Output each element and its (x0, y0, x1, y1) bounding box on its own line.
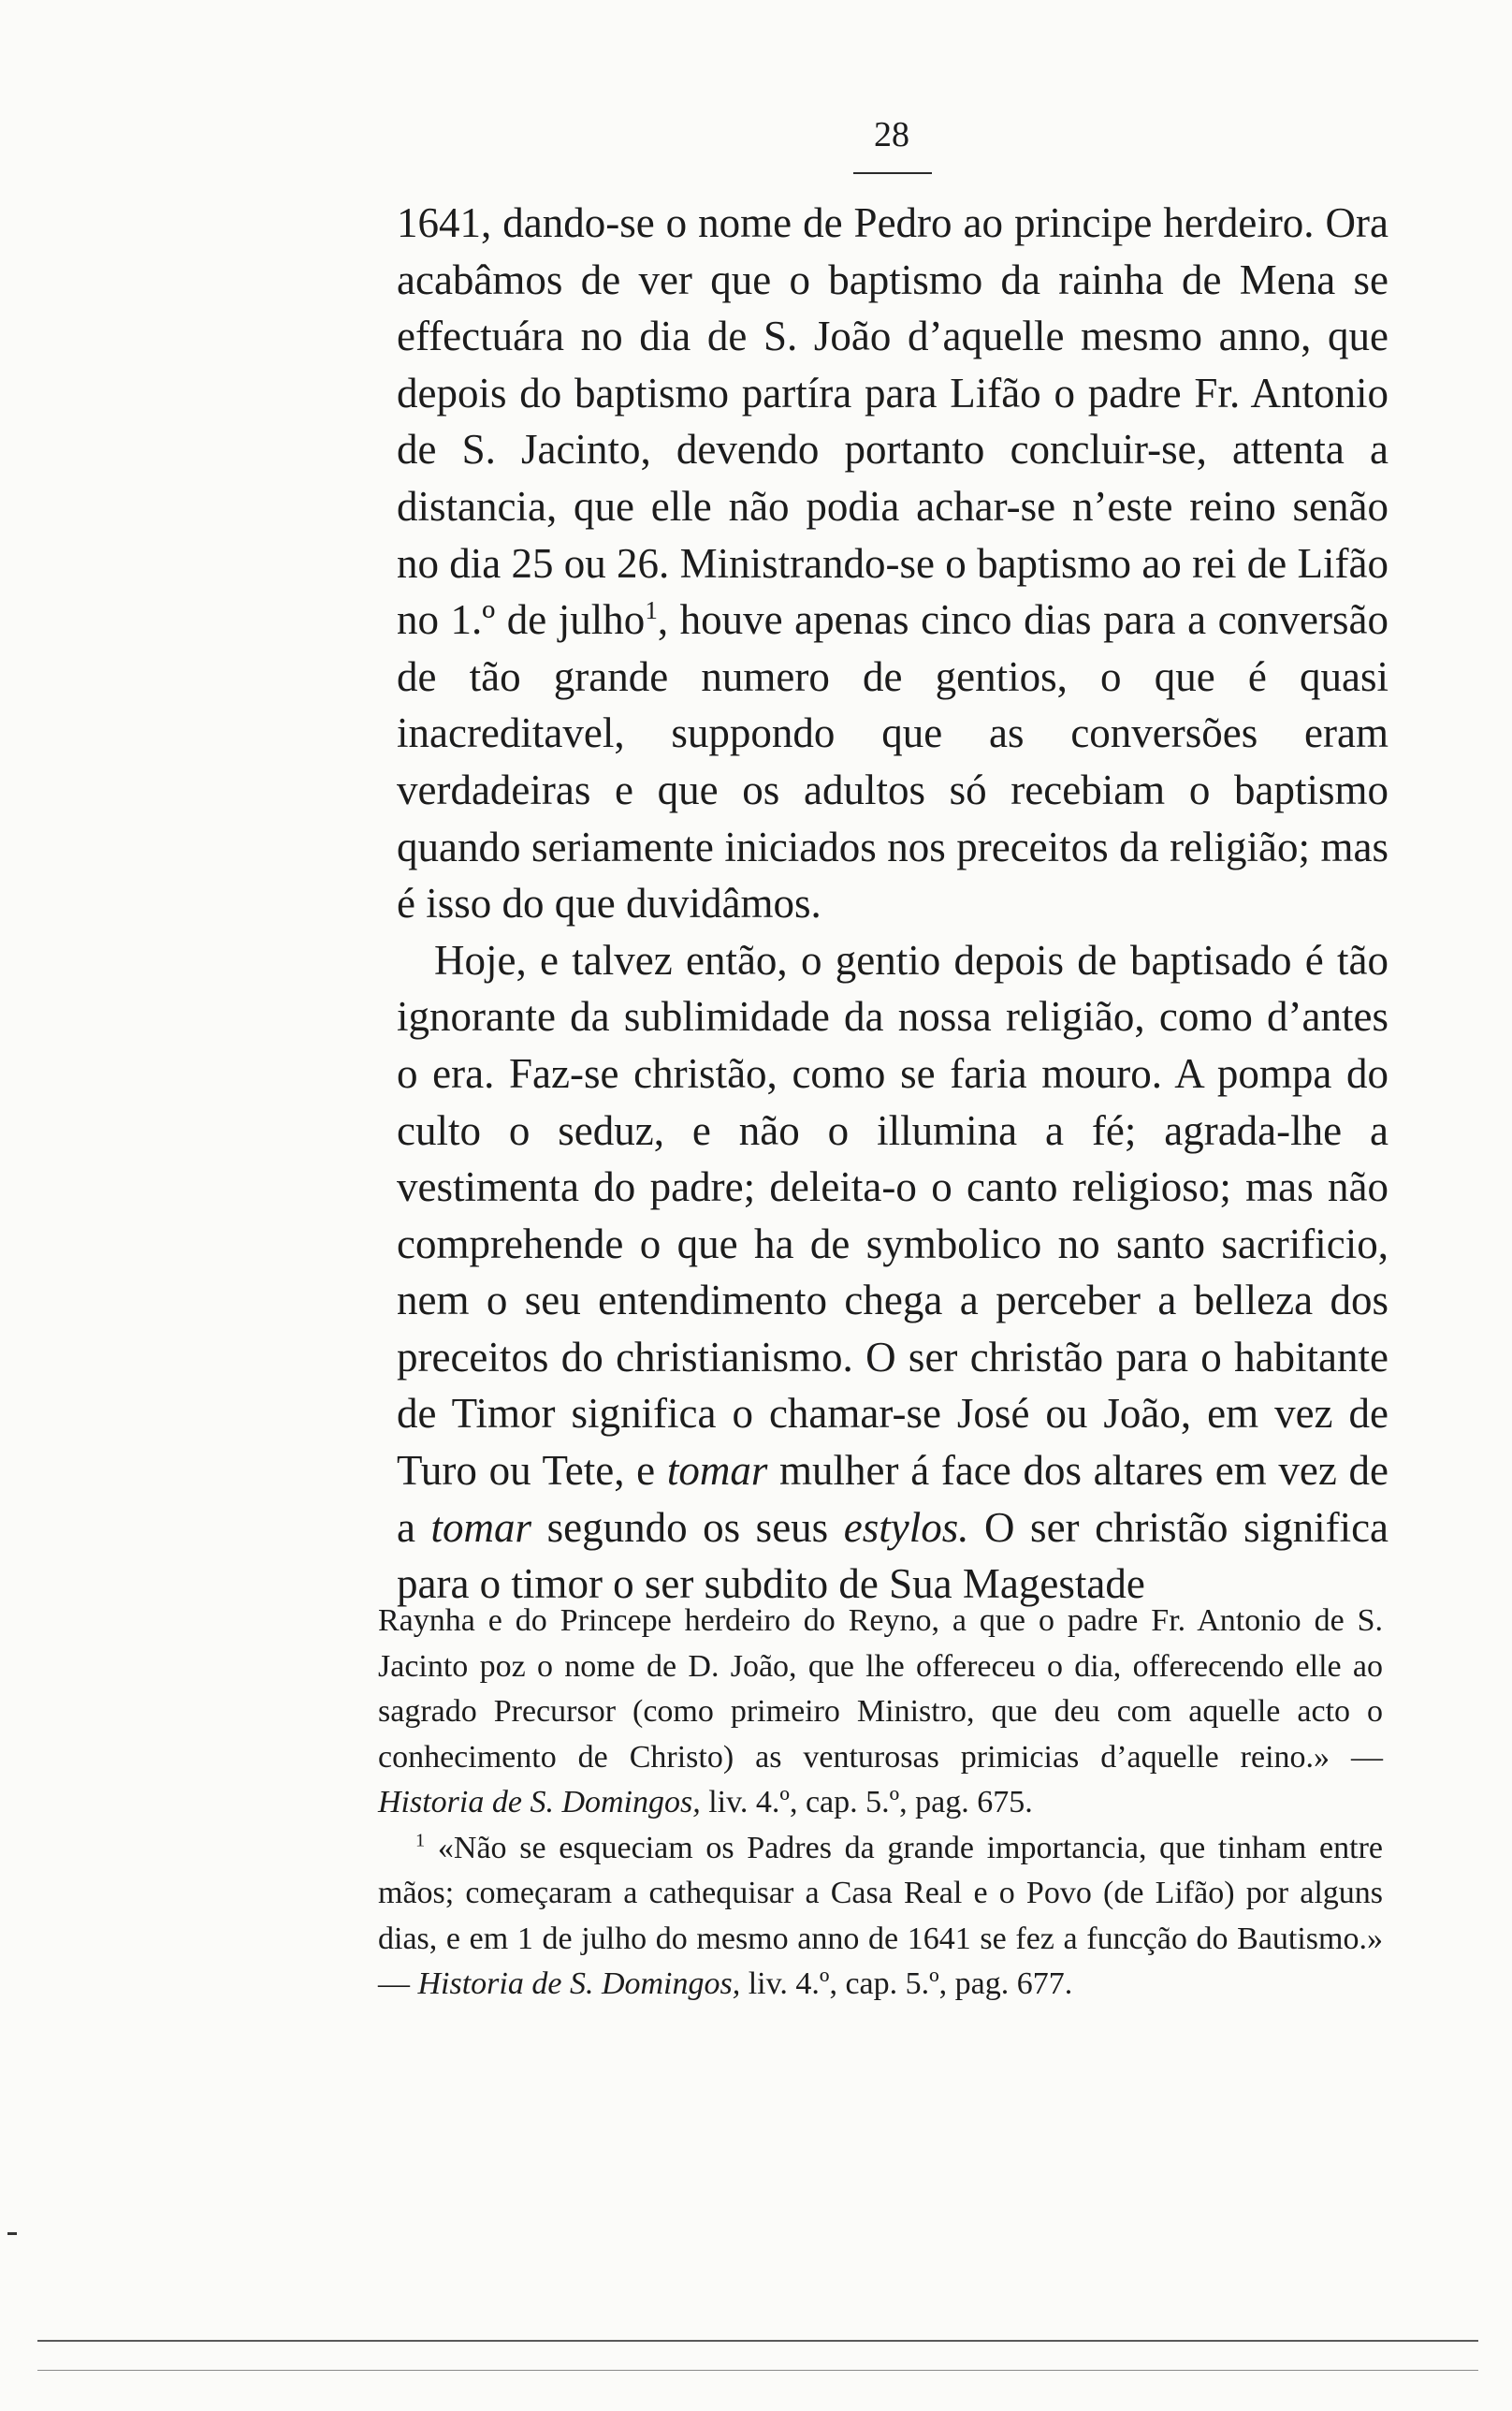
footnote-continued-source: Historia de S. Domingos, (378, 1785, 701, 1819)
paragraph-2-italic-3: estylos. (843, 1503, 969, 1551)
page-bottom-rule (37, 2340, 1478, 2342)
paragraph-1-text: 1641, dando-se o nome de Pedro ao principe herdeiro. Ora acabâmos de ver que o baptismo da rainha de Mena se effectuára no dia de S. João d’aquelle mesmo anno, que depois do baptismo partíra para Lifão o padre Fr. Antonio de S. Jacinto, devendo portanto concluir-se, attenta a distancia, que elle não podia achar-se n’este reino senão no dia 25 ou 26. Ministrando-se o baptismo ao rei de Lifão no 1.º de julho (397, 199, 1388, 644)
paragraph-1 (397, 195, 1388, 932)
paragraph-2-text-b: mulher á face dos altares em vez de a (397, 1447, 1389, 1551)
footnote-1-cite: liv. 4.º, cap. 5.º, pag. 677. (748, 1966, 1073, 2001)
paragraph-2-text-a: Hoje, e talvez então, o gentio depois de baptisado é tão ignorante da sublimidade da nossa religião, como d’antes o era. Faz-se christão, como se faria mouro. A pompa do culto o seduz, e não o illumina a fé; agrada-lhe a vestimenta do padre; deleita-o o canto religioso; mas não comprehende o que ha de symbolico no santo sacrificio, nem o seu entendimento chega a perceber a belleza dos preceitos do christianismo. O ser christão para o habitante de Timor significa o chamar-se José ou João, em vez de Turo ou Tete, e (397, 936, 1388, 1495)
footnote-ref-1: 1 (645, 596, 658, 625)
footnote-1-marker: 1 (415, 1830, 426, 1851)
page-number-rule (853, 172, 932, 174)
paragraph-1-text-rest: , houve apenas cinco dias para a conversão de tão grande numero de gentios, o que é quasi inacreditavel, suppondo que as conversões eram verdadeiras e que os adultos só recebiam o baptismo quando seriamente iniciados nos preceitos da religião; mas é isso do que duvidâmos. (397, 596, 1388, 928)
page-number (840, 114, 943, 155)
paragraph-2-italic-1: tomar (666, 1447, 768, 1495)
footnote-1-text: «Não se esqueciam os Padres da grande importancia, que tinham entre mãos; começaram a cathequisar a Casa Real e o Povo (de Lifão) por alguns dias, e em 1 de julho do mesmo anno de 1641 se fez a funcção do Bautismo.» — (378, 1830, 1383, 2001)
paragraph-2-text-c: segundo os seus (546, 1503, 829, 1551)
paragraph-2-italic-2: tomar (430, 1503, 532, 1551)
footnote-continued-text: Raynha e do Princepe herdeiro do Reyno, a que o padre Fr. Antonio de S. Jacinto poz o nome de D. João, que lhe offereceu o dia, offerecendo elle ao sagrado Precursor (como primeiro Ministro, que deu com aquelle acto o conhecimento de Christo) as venturosas primicias d’aquelle reino.» — (378, 1603, 1383, 1775)
footnote-continued (378, 1599, 1383, 1826)
page-number-text: 28 (874, 115, 909, 154)
paragraph-2-text-d: O ser christão significa para o timor o ser subdito de Sua Magestade (397, 1503, 1389, 1608)
footnote-1 (378, 1826, 1383, 2008)
main-text (397, 195, 1388, 1613)
paragraph-2 (397, 932, 1388, 1613)
footnote-1-source: Historia de S. Domingos, (417, 1966, 741, 2001)
margin-mark (7, 2232, 17, 2235)
footnotes (378, 1599, 1383, 2008)
footnote-continued-cite: liv. 4.º, cap. 5.º, pag. 675. (708, 1785, 1033, 1819)
page-bottom-rule-lower (37, 2370, 1478, 2371)
